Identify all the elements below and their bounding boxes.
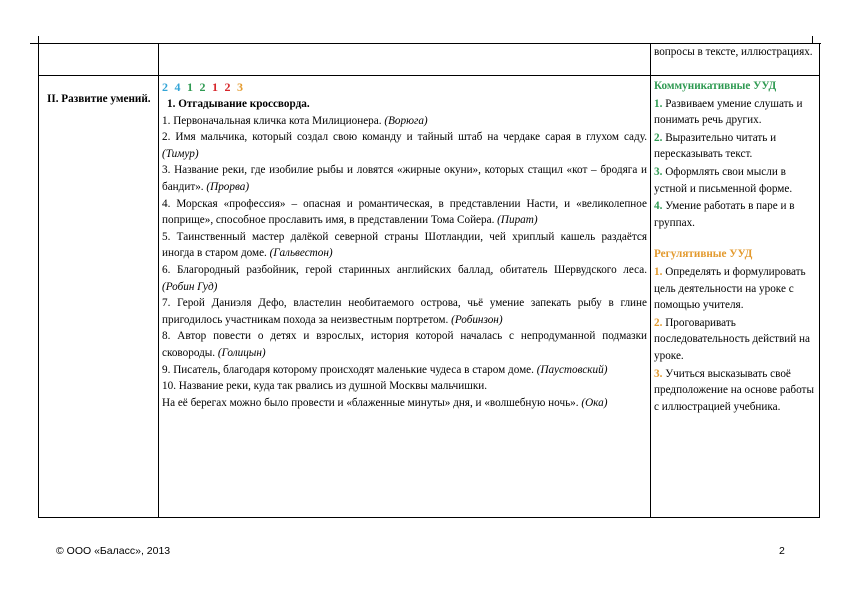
uud-item-text: Определять и формулировать цель деятельности на уроке с помощью учителя. <box>654 265 806 312</box>
crossword-question <box>162 113 647 130</box>
uud-item <box>654 130 816 163</box>
uud-item-number: 3. <box>654 165 663 178</box>
comm-uud-heading: Коммуникативные УУД <box>654 80 777 92</box>
crossword-question <box>162 129 647 162</box>
question-text: 4. Морская «профессия» – опасная и романтическая, в представлении Насти, и «великолепное поприще», способное прославить имя, в представлении Тома Сойера. <box>162 197 647 227</box>
question-text: 1. Первоначальная кличка кота Милиционера. <box>162 114 382 127</box>
question-text: 2. Имя мальчика, который создал свою команду и тайный штаб на чердаке сарая в глухом саду. <box>162 131 647 144</box>
uud-item <box>654 164 816 197</box>
sequence-digit: 3 <box>237 80 244 94</box>
stage-label: II. Развитие умений. <box>39 76 159 518</box>
question-text: На её берегах можно было провести и «блаженные минуты» дня, и «волшебную ночь». <box>162 396 579 409</box>
uud-item <box>654 198 816 231</box>
question-answer: (Пират) <box>497 214 538 227</box>
uud-item <box>654 264 816 314</box>
question-text: 9. Писатель, благодаря которому происходят маленькие чудеса в старом доме. <box>162 363 534 376</box>
lesson-table <box>38 43 820 518</box>
sequence-digit: 4 <box>174 80 181 94</box>
question-text: 7. Герой Даниэля Дефо, властелин необитаемого острова, чьё умение запекать рыбу в глине пригодилось участникам похода за неизвестным портретом. <box>162 297 647 326</box>
crossword-question <box>162 395 647 412</box>
page-number: 2 <box>779 545 785 557</box>
uud-item-number: 2. <box>654 131 663 144</box>
uud-item <box>654 96 816 129</box>
uud-cell <box>651 76 820 518</box>
uud-item-text: Проговаривать последовательность действий на уроке. <box>654 316 810 362</box>
comm-uud-list <box>654 96 816 232</box>
crossword-question <box>162 196 647 229</box>
question-text: 3. Название реки, где изобилие рыбы и ловятся «жирные окуни», которых стащил «кот – бродяга и бандит». <box>162 164 647 193</box>
uud-item-number: 2. <box>654 316 663 329</box>
uud-item-text: Развиваем умение слушать и понимать речь других. <box>654 97 803 127</box>
question-text: 6. Благородный разбойник, герой старинных английских баллад, обитатель Шервудского леса. <box>162 263 647 276</box>
task-title: 1. Отгадывание кроссворда. <box>167 98 310 110</box>
sequence-digit: 2 <box>199 80 206 94</box>
crossword-question <box>162 378 647 395</box>
question-answer: (Робинзон) <box>451 313 503 326</box>
question-answer: (Паустовский) <box>536 363 608 376</box>
question-text: 10. Название реки, куда так рвались из душной Москвы мальчишки. <box>162 380 488 393</box>
crossword-question <box>162 229 647 262</box>
uud-item-text: Учиться высказывать своё предположение на основе работы с иллюстрацией учебника. <box>654 367 814 413</box>
uud-item-number: 4. <box>654 200 663 213</box>
question-answer: (Голицын) <box>217 346 266 359</box>
uud-item-text: Оформлять свои мысли в устной и письменной форме. <box>654 165 793 195</box>
table-row <box>39 76 820 518</box>
crossword-question <box>162 362 647 379</box>
question-list <box>162 113 647 412</box>
uud-item <box>654 315 816 365</box>
uud-item-number: 3. <box>654 367 663 380</box>
copyright-footer: © ООО «Баласс», 2013 <box>56 545 171 557</box>
table-cell <box>39 44 159 76</box>
uud-item-text: Выразительно читать и пересказывать текст. <box>654 131 777 161</box>
uud-item-number: 1. <box>654 265 663 278</box>
question-answer: (Прорва) <box>206 180 250 193</box>
reg-uud-list <box>654 264 816 415</box>
uud-item-text: Умение работать в паре и в группах. <box>654 200 795 229</box>
task-cell <box>159 76 651 518</box>
table-cell <box>159 44 651 76</box>
color-sequence <box>162 76 647 96</box>
question-answer: (Гальвестон) <box>269 247 333 260</box>
crossword-question <box>162 262 647 295</box>
question-answer: (Ока) <box>581 396 608 409</box>
table-row <box>39 44 820 76</box>
question-answer: (Робин Гуд) <box>162 280 218 293</box>
sequence-digit: 2 <box>224 80 231 94</box>
question-answer: (Тимур) <box>162 147 199 160</box>
sequence-digit: 1 <box>187 80 194 94</box>
reg-uud-heading: Регулятивные УУД <box>654 248 753 261</box>
crossword-question <box>162 328 647 361</box>
sequence-digit: 2 <box>162 80 169 94</box>
crossword-question <box>162 295 647 328</box>
question-text: 8. Автор повести о детях и взрослых, история которой началась с непродуманной подмазки сковороды. <box>162 330 647 359</box>
sequence-digit: 1 <box>212 80 219 94</box>
uud-item-number: 1. <box>654 97 663 110</box>
uud-item <box>654 366 816 416</box>
table-cell-uud-continued: вопросы в тексте, иллюстрациях. <box>651 44 820 76</box>
question-text: 5. Таинственный мастер далёкой северной страны Шотландии, чей хриплый кашель раздаётся иногда в старом доме. <box>162 230 647 260</box>
question-answer: (Ворюга) <box>384 114 428 127</box>
crossword-question <box>162 162 647 195</box>
